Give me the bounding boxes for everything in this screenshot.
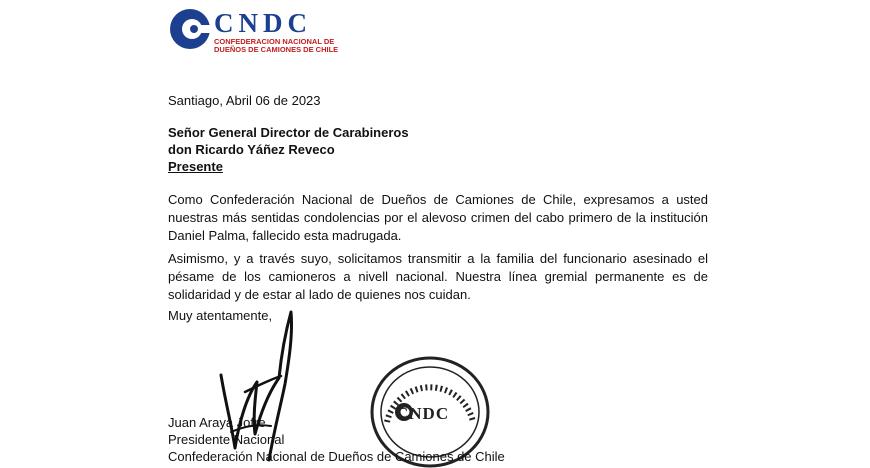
- recipient-presente: Presente: [168, 159, 223, 174]
- cndc-logo: [168, 6, 368, 56]
- signer-name: Juan Araya Jofre: [168, 415, 266, 430]
- letter-paragraph-2: Asimismo, y a través suyo, solicitamos transmitir a la familia del funcionario asesinado el pésame de los camioneros a nivell nacional. Nuestra línea gremial permanente es de solidaridad y de estar al lado de quienes nos cuidan.: [168, 251, 708, 302]
- letter-closing: Muy atentamente,: [168, 308, 273, 323]
- recipient-title: Señor General Director de Carabineros: [168, 125, 409, 140]
- signature-block: [168, 414, 708, 465]
- logo-full-name: [214, 38, 364, 54]
- recipient-block: [168, 124, 708, 175]
- logo-name-line-1: CONFEDERACION NACIONAL DE: [214, 37, 335, 46]
- letter-paragraph-1: Como Confederación Nacional de Dueños de Camiones de Chile, expresamos a usted nuestras más sentidas condolencias por el alevoso crimen del cabo primero de la institución Daniel Palma, fallecido esta madrugada.: [168, 192, 708, 243]
- letter-date: Santiago, Abril 06 de 2023: [168, 93, 321, 108]
- recipient-name: don Ricardo Yáñez Reveco: [168, 142, 335, 157]
- stamp-center-abbr: CNDC: [396, 404, 450, 423]
- logo-abbreviation: CNDC: [214, 8, 312, 38]
- cndc-logo-mark-icon: [168, 6, 212, 52]
- signer-title: Presidente Nacional: [168, 432, 285, 447]
- logo-name-line-2: DUEÑOS DE CAMIONES DE CHILE: [214, 45, 339, 54]
- signer-organization: Confederación Nacional de Dueños de Camiones de Chile: [168, 449, 505, 464]
